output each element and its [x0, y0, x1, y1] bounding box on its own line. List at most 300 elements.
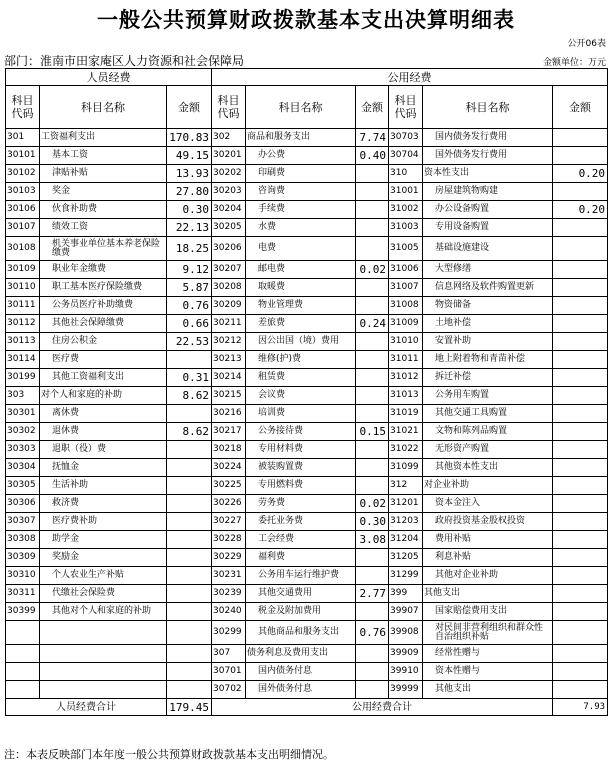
subject-code: 30302 — [6, 423, 40, 441]
subject-code: 312 — [389, 477, 423, 495]
subject-name: 离休费 — [40, 405, 167, 423]
subject-name: 费用补贴 — [423, 531, 553, 549]
amount — [356, 201, 389, 219]
subject-name: 资本性支出 — [423, 165, 553, 183]
table-row — [6, 333, 608, 351]
amount — [167, 621, 212, 645]
subject-code: 30101 — [6, 147, 40, 165]
subject-name: 利息补贴 — [423, 549, 553, 567]
subject-code: 302 — [212, 129, 246, 147]
table-row — [6, 261, 608, 279]
subject-code: 30231 — [212, 567, 246, 585]
department-label: 部门：淮南市田家庵区人力资源和社会保障局 — [4, 54, 245, 68]
amount: 49.15 — [167, 147, 212, 165]
subject-name: 其他资本性支出 — [423, 459, 553, 477]
subject-code: 31013 — [389, 387, 423, 405]
subject-name: 其他商品和服务支出 — [246, 621, 356, 645]
subject-name: 信息网络及软件购置更新 — [423, 279, 553, 297]
amount: 0.20 — [553, 201, 608, 219]
subject-code: 31205 — [389, 549, 423, 567]
subject-code: 30308 — [6, 531, 40, 549]
amount: 0.15 — [356, 423, 389, 441]
subject-name — [40, 645, 167, 663]
amount — [167, 567, 212, 585]
amount — [356, 183, 389, 201]
subject-code: 30226 — [212, 495, 246, 513]
subject-code: 31002 — [389, 201, 423, 219]
subject-code: 301 — [6, 129, 40, 147]
table-row — [6, 621, 608, 645]
subject-code: 31021 — [389, 423, 423, 441]
subject-code: 310 — [389, 165, 423, 183]
subject-code: 30199 — [6, 369, 40, 387]
amount — [167, 441, 212, 459]
amount — [553, 279, 608, 297]
subject-code: 31010 — [389, 333, 423, 351]
header-name: 科目名称 — [246, 86, 356, 129]
subject-code: 31007 — [389, 279, 423, 297]
subject-name — [40, 681, 167, 699]
amount — [167, 645, 212, 663]
header-code: 科目代码 — [389, 86, 423, 129]
subject-name: 其他对企业补助 — [423, 567, 553, 585]
subject-code: 30202 — [212, 165, 246, 183]
subject-code: 30204 — [212, 201, 246, 219]
amount — [553, 477, 608, 495]
subject-name: 拆迁补偿 — [423, 369, 553, 387]
amount: 0.76 — [167, 297, 212, 315]
amount — [167, 585, 212, 603]
amount — [167, 663, 212, 681]
amount — [167, 681, 212, 699]
subject-code: 31011 — [389, 351, 423, 369]
subject-name: 医疗费补助 — [40, 513, 167, 531]
subject-code: 30106 — [6, 201, 40, 219]
subject-code: 31201 — [389, 495, 423, 513]
subject-code: 30217 — [212, 423, 246, 441]
subject-code: 30107 — [6, 219, 40, 237]
subject-name: 物业管理费 — [246, 297, 356, 315]
subject-name: 手续费 — [246, 201, 356, 219]
table-row — [6, 645, 608, 663]
table-row — [6, 387, 608, 405]
amount — [356, 279, 389, 297]
table-row — [6, 219, 608, 237]
subject-name: 其他支出 — [423, 585, 553, 603]
table-row — [6, 603, 608, 621]
amount — [167, 459, 212, 477]
subject-code: 31009 — [389, 315, 423, 333]
amount: 22.53 — [167, 333, 212, 351]
subject-name: 退休费 — [40, 423, 167, 441]
amount — [356, 333, 389, 351]
subject-name: 政府投资基金股权投资 — [423, 513, 553, 531]
header-code: 科目代码 — [6, 86, 40, 129]
subject-name: 救济费 — [40, 495, 167, 513]
amount — [356, 351, 389, 369]
footnote: 注：本表反映部门本年度一般公共预算财政拨款基本支出明细情况。 — [4, 748, 334, 761]
subject-name: 印刷费 — [246, 165, 356, 183]
subject-name: 房屋建筑物购建 — [423, 183, 553, 201]
subject-code: 30111 — [6, 297, 40, 315]
amount — [553, 549, 608, 567]
subject-code: 31299 — [389, 567, 423, 585]
amount — [553, 369, 608, 387]
subject-code: 30229 — [212, 549, 246, 567]
amount — [553, 405, 608, 423]
subject-name: 咨询费 — [246, 183, 356, 201]
table-row — [6, 351, 608, 369]
header-amount: 金额 — [167, 86, 212, 129]
subject-code: 39908 — [389, 621, 423, 645]
table-row — [6, 585, 608, 603]
subject-name: 奖励金 — [40, 549, 167, 567]
subject-code: 30206 — [212, 237, 246, 261]
subject-name: 租赁费 — [246, 369, 356, 387]
table-row — [6, 129, 608, 147]
amount — [553, 315, 608, 333]
table-row — [6, 183, 608, 201]
subject-name: 资本性赠与 — [423, 663, 553, 681]
subject-code: 30201 — [212, 147, 246, 165]
amount — [167, 477, 212, 495]
subject-name: 医疗费 — [40, 351, 167, 369]
subject-name: 助学金 — [40, 531, 167, 549]
amount — [553, 495, 608, 513]
table-row — [6, 279, 608, 297]
amount — [553, 531, 608, 549]
amount — [356, 237, 389, 261]
amount — [553, 129, 608, 147]
subject-code: 30227 — [212, 513, 246, 531]
table-row — [6, 663, 608, 681]
amount: 0.76 — [356, 621, 389, 645]
subject-name: 办公费 — [246, 147, 356, 165]
subject-name: 劳务费 — [246, 495, 356, 513]
subject-code: 30307 — [6, 513, 40, 531]
subject-code: 30304 — [6, 459, 40, 477]
amount: 0.20 — [553, 165, 608, 183]
amount — [356, 549, 389, 567]
amount — [167, 495, 212, 513]
table-row — [6, 513, 608, 531]
subject-name: 机关事业单位基本养老保险缴费 — [40, 237, 167, 261]
amount — [356, 297, 389, 315]
table-row — [6, 201, 608, 219]
header-name: 科目名称 — [423, 86, 553, 129]
subject-name — [40, 621, 167, 645]
subject-name: 退职（役）费 — [40, 441, 167, 459]
amount: 0.30 — [356, 513, 389, 531]
subject-code: 30102 — [6, 165, 40, 183]
subject-name: 水费 — [246, 219, 356, 237]
amount — [356, 441, 389, 459]
amount: 0.30 — [167, 201, 212, 219]
subject-name: 伙食补助费 — [40, 201, 167, 219]
subject-name: 专用燃料费 — [246, 477, 356, 495]
subject-code: 30239 — [212, 585, 246, 603]
amount: 0.40 — [356, 147, 389, 165]
amount: 0.66 — [167, 315, 212, 333]
amount — [356, 567, 389, 585]
subject-code: 30301 — [6, 405, 40, 423]
table-row — [6, 681, 608, 699]
subject-code: 30299 — [212, 621, 246, 645]
amount — [356, 369, 389, 387]
amount — [356, 681, 389, 699]
subject-name: 基本工资 — [40, 147, 167, 165]
table-row — [6, 567, 608, 585]
amount: 0.02 — [356, 261, 389, 279]
amount: 2.77 — [356, 585, 389, 603]
subject-code: 31006 — [389, 261, 423, 279]
amount — [553, 663, 608, 681]
subject-name: 对个人和家庭的补助 — [40, 387, 167, 405]
table-row — [6, 423, 608, 441]
subject-name: 国家赔偿费用支出 — [423, 603, 553, 621]
subject-name: 职工基本医疗保险缴费 — [40, 279, 167, 297]
subject-code: 31204 — [389, 531, 423, 549]
header-amount: 金额 — [356, 86, 389, 129]
table-row — [6, 369, 608, 387]
subject-name: 维修(护)费 — [246, 351, 356, 369]
subject-name: 奖金 — [40, 183, 167, 201]
subject-name: 因公出国（境）费用 — [246, 333, 356, 351]
subject-code: 31022 — [389, 441, 423, 459]
subject-name: 债务利息及费用支出 — [246, 645, 356, 663]
subject-name: 商品和服务支出 — [246, 129, 356, 147]
subject-name: 国外债务付息 — [246, 681, 356, 699]
amount: 8.62 — [167, 423, 212, 441]
subject-name: 对企业补助 — [423, 477, 553, 495]
table-row — [6, 315, 608, 333]
subject-code: 30203 — [212, 183, 246, 201]
totals-row — [6, 699, 608, 716]
table-row — [6, 237, 608, 261]
public-total-value: 7.93 — [553, 699, 608, 716]
amount — [553, 459, 608, 477]
personnel-total-label: 人员经费合计 — [6, 699, 167, 716]
table-row — [6, 441, 608, 459]
table-row — [6, 165, 608, 183]
amount: 18.25 — [167, 237, 212, 261]
table-row — [6, 531, 608, 549]
amount — [553, 423, 608, 441]
subject-code: 30214 — [212, 369, 246, 387]
subject-code: 39909 — [389, 645, 423, 663]
amount: 3.08 — [356, 531, 389, 549]
subject-code: 30228 — [212, 531, 246, 549]
subject-code: 30205 — [212, 219, 246, 237]
amount — [356, 459, 389, 477]
amount — [553, 603, 608, 621]
table-row — [6, 297, 608, 315]
subject-code: 30216 — [212, 405, 246, 423]
amount — [553, 297, 608, 315]
amount: 22.13 — [167, 219, 212, 237]
header-code: 科目代码 — [212, 86, 246, 129]
amount — [167, 405, 212, 423]
amount — [167, 513, 212, 531]
amount — [167, 549, 212, 567]
amount — [553, 681, 608, 699]
subject-name: 对民间非营利组织和群众性自治组织补贴 — [423, 621, 553, 645]
subject-name: 工会经费 — [246, 531, 356, 549]
subject-code: 39907 — [389, 603, 423, 621]
subject-name: 土地补偿 — [423, 315, 553, 333]
subject-code: 307 — [212, 645, 246, 663]
table-body — [6, 129, 608, 699]
subject-name: 经常性赠与 — [423, 645, 553, 663]
section-personnel: 人员经费 — [6, 69, 212, 86]
subject-code: 31019 — [389, 405, 423, 423]
subject-code — [6, 621, 40, 645]
subject-name: 物资储备 — [423, 297, 553, 315]
subject-name: 其他支出 — [423, 681, 553, 699]
subject-code: 31005 — [389, 237, 423, 261]
subject-name: 安置补助 — [423, 333, 553, 351]
subject-name: 差旅费 — [246, 315, 356, 333]
subject-name: 电费 — [246, 237, 356, 261]
amount — [553, 513, 608, 531]
subject-code: 30225 — [212, 477, 246, 495]
table-row — [6, 405, 608, 423]
subject-code: 30209 — [212, 297, 246, 315]
subject-code: 39910 — [389, 663, 423, 681]
table-code: 公开06表 — [567, 39, 606, 49]
subject-code: 30703 — [389, 129, 423, 147]
table-row — [6, 459, 608, 477]
header-amount: 金额 — [553, 86, 608, 129]
subject-name: 个人农业生产补贴 — [40, 567, 167, 585]
subject-name: 其他交通费用 — [246, 585, 356, 603]
personnel-total-value: 179.45 — [167, 699, 212, 716]
subject-code: 30108 — [6, 237, 40, 261]
amount — [553, 333, 608, 351]
public-total-label: 公用经费合计 — [212, 699, 553, 716]
subject-code — [6, 681, 40, 699]
subject-code: 30240 — [212, 603, 246, 621]
subject-code: 30114 — [6, 351, 40, 369]
subject-code: 31003 — [389, 219, 423, 237]
subject-code: 30310 — [6, 567, 40, 585]
subject-name: 住房公积金 — [40, 333, 167, 351]
amount — [553, 147, 608, 165]
subject-name: 委托业务费 — [246, 513, 356, 531]
amount: 0.02 — [356, 495, 389, 513]
subject-code: 30702 — [212, 681, 246, 699]
subject-code — [6, 645, 40, 663]
subject-code: 31008 — [389, 297, 423, 315]
amount — [356, 405, 389, 423]
amount — [553, 585, 608, 603]
amount: 8.62 — [167, 387, 212, 405]
subject-code: 30211 — [212, 315, 246, 333]
subject-name: 津贴补贴 — [40, 165, 167, 183]
subject-name: 生活补助 — [40, 477, 167, 495]
amount — [553, 351, 608, 369]
subject-name: 国内债务发行费用 — [423, 129, 553, 147]
subject-name: 其他社会保障缴费 — [40, 315, 167, 333]
amount: 9.12 — [167, 261, 212, 279]
subject-code: 31203 — [389, 513, 423, 531]
subject-name: 文物和陈列品购置 — [423, 423, 553, 441]
subject-name — [40, 663, 167, 681]
subject-name: 公务用车运行维护费 — [246, 567, 356, 585]
subject-name: 资本金注入 — [423, 495, 553, 513]
subject-name: 国内债务付息 — [246, 663, 356, 681]
amount — [553, 237, 608, 261]
amount — [356, 387, 389, 405]
subject-code: 30701 — [212, 663, 246, 681]
amount — [553, 261, 608, 279]
subject-code: 303 — [6, 387, 40, 405]
subject-code: 31001 — [389, 183, 423, 201]
subject-code: 30305 — [6, 477, 40, 495]
subject-code: 30110 — [6, 279, 40, 297]
subject-name: 工资福利支出 — [40, 129, 167, 147]
amount — [553, 387, 608, 405]
subject-code: 30213 — [212, 351, 246, 369]
subject-name: 基础设施建设 — [423, 237, 553, 261]
amount — [356, 645, 389, 663]
amount — [553, 219, 608, 237]
amount — [356, 603, 389, 621]
subject-code: 30704 — [389, 147, 423, 165]
subject-code — [6, 663, 40, 681]
subject-name: 被装购置费 — [246, 459, 356, 477]
subject-name: 邮电费 — [246, 261, 356, 279]
subject-name: 其他对个人和家庭的补助 — [40, 603, 167, 621]
subject-code: 30311 — [6, 585, 40, 603]
page-title: 一般公共预算财政拨款基本支出决算明细表 — [97, 8, 515, 32]
unit-label: 金额单位：万元 — [542, 58, 606, 68]
subject-code: 30113 — [6, 333, 40, 351]
section-public: 公用经费 — [212, 69, 608, 86]
subject-name: 大型修缮 — [423, 261, 553, 279]
subject-name: 专用设备购置 — [423, 219, 553, 237]
subject-name: 地上附着物和青苗补偿 — [423, 351, 553, 369]
subject-name: 公务用车购置 — [423, 387, 553, 405]
subject-code: 30218 — [212, 441, 246, 459]
amount — [553, 183, 608, 201]
subject-code: 31012 — [389, 369, 423, 387]
table-row — [6, 477, 608, 495]
amount — [167, 603, 212, 621]
subject-code: 30103 — [6, 183, 40, 201]
subject-name: 抚恤金 — [40, 459, 167, 477]
table-row — [6, 495, 608, 513]
subject-code: 30109 — [6, 261, 40, 279]
amount — [553, 645, 608, 663]
subject-code: 30207 — [212, 261, 246, 279]
subject-name: 公务接待费 — [246, 423, 356, 441]
subject-code: 30399 — [6, 603, 40, 621]
subject-code: 30224 — [212, 459, 246, 477]
amount — [553, 621, 608, 645]
table-row — [6, 549, 608, 567]
amount: 7.74 — [356, 129, 389, 147]
subject-code: 30112 — [6, 315, 40, 333]
subject-name: 办公设备购置 — [423, 201, 553, 219]
table-row — [6, 147, 608, 165]
amount — [553, 441, 608, 459]
subject-name: 职业年金缴费 — [40, 261, 167, 279]
subject-code: 399 — [389, 585, 423, 603]
subject-code: 30306 — [6, 495, 40, 513]
amount: 170.83 — [167, 129, 212, 147]
amount — [167, 531, 212, 549]
